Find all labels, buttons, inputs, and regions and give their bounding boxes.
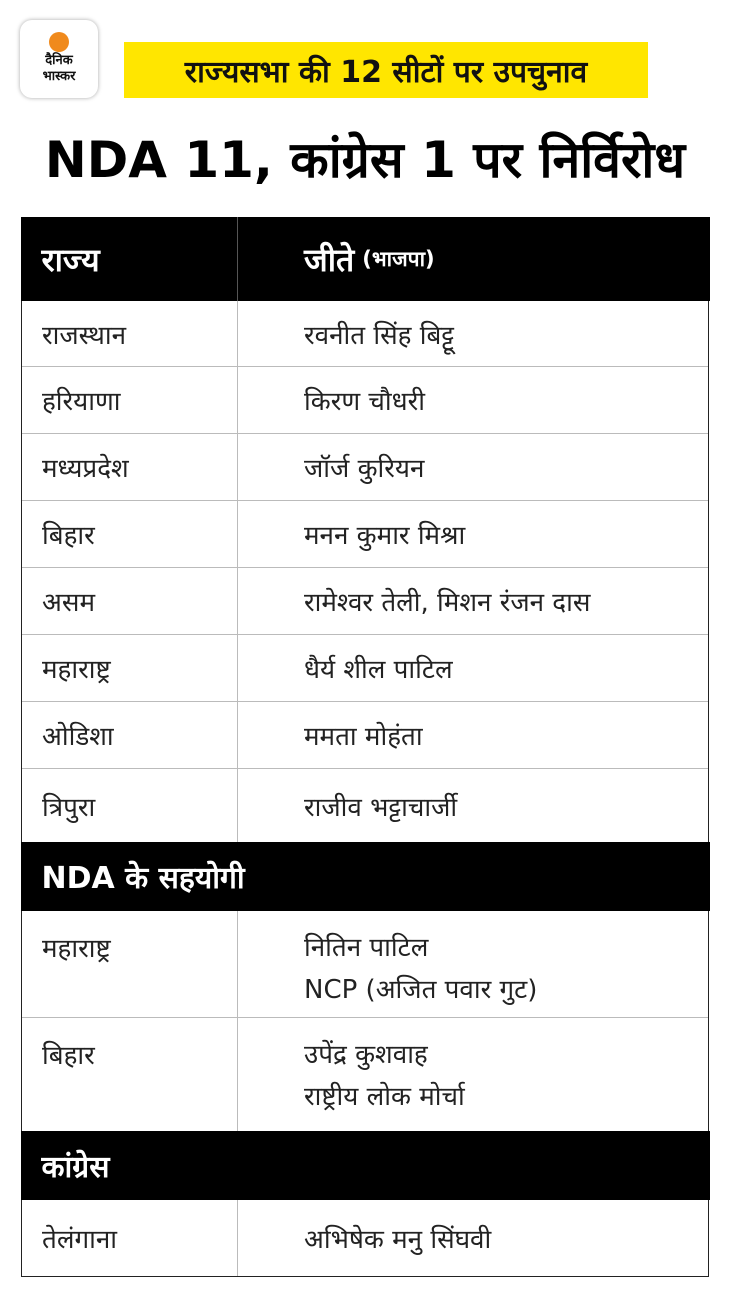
winner-cell: धैर्य शील पाटिल <box>304 655 453 685</box>
logo-text-line2: भास्कर <box>42 69 76 84</box>
results-table <box>21 217 709 1277</box>
state-cell: हरियाणा <box>22 367 238 433</box>
table-row <box>22 769 708 842</box>
table-row <box>22 702 708 769</box>
header-state: राज्य <box>21 217 239 301</box>
table-row <box>22 301 708 367</box>
dainik-bhaskar-logo <box>20 20 98 98</box>
state-cell: मध्यप्रदेश <box>22 434 238 500</box>
header-winner-label: जीते <box>304 240 355 279</box>
state-cell: बिहार <box>22 501 238 567</box>
party-name: NCP (अजित पवार गुट) <box>304 975 538 1005</box>
table-row <box>22 1018 708 1131</box>
tagline-banner: राज्यसभा की 12 सीटों पर उपचुनाव <box>124 42 648 98</box>
state-cell: त्रिपुरा <box>22 769 238 842</box>
table-row <box>22 911 708 1018</box>
winner-cell: ममता मोहंता <box>304 722 423 752</box>
state-cell: असम <box>22 568 238 634</box>
state-cell: राजस्थान <box>22 301 238 366</box>
winner-cell: राजीव भट्टाचार्जी <box>304 792 458 823</box>
state-cell: महाराष्ट्र <box>22 635 238 701</box>
state-cell: तेलंगाना <box>22 1200 238 1276</box>
winner-name: उपेंद्र कुशवाह <box>304 1040 428 1070</box>
sun-icon <box>49 32 69 52</box>
winner-name: नितिन पाटिल <box>304 933 429 963</box>
party-name: राष्ट्रीय लोक मोर्चा <box>304 1082 465 1112</box>
table-row <box>22 501 708 568</box>
congress-section-heading: कांग्रेस <box>21 1131 710 1200</box>
allies-section-heading: NDA के सहयोगी <box>21 842 710 911</box>
winner-cell: अभिषेक मनु सिंघवी <box>304 1225 492 1255</box>
state-cell: बिहार <box>22 1018 238 1131</box>
table-row <box>22 367 708 434</box>
header-winner <box>238 217 710 301</box>
state-cell: महाराष्ट्र <box>22 911 238 1017</box>
table-row <box>22 568 708 635</box>
winner-cell: किरण चौधरी <box>304 387 426 417</box>
winner-cell <box>238 1018 708 1131</box>
table-header <box>21 217 710 301</box>
header-winner-sub: (भाजपा) <box>362 247 435 271</box>
winner-cell: रामेश्वर तेली, मिशन रंजन दास <box>304 588 591 618</box>
headline: NDA 11, कांग्रेस 1 पर निर्विरोध <box>44 131 686 189</box>
logo-text-line1: दैनिक <box>45 53 73 68</box>
table-row <box>22 1200 708 1276</box>
winner-cell: जॉर्ज कुरियन <box>304 454 425 484</box>
winner-cell <box>238 911 708 1017</box>
winner-cell: मनन कुमार मिश्रा <box>304 521 466 551</box>
table-row <box>22 434 708 501</box>
winner-cell: रवनीत सिंह बिट्टू <box>304 320 455 351</box>
state-cell: ओडिशा <box>22 702 238 768</box>
table-row <box>22 635 708 702</box>
